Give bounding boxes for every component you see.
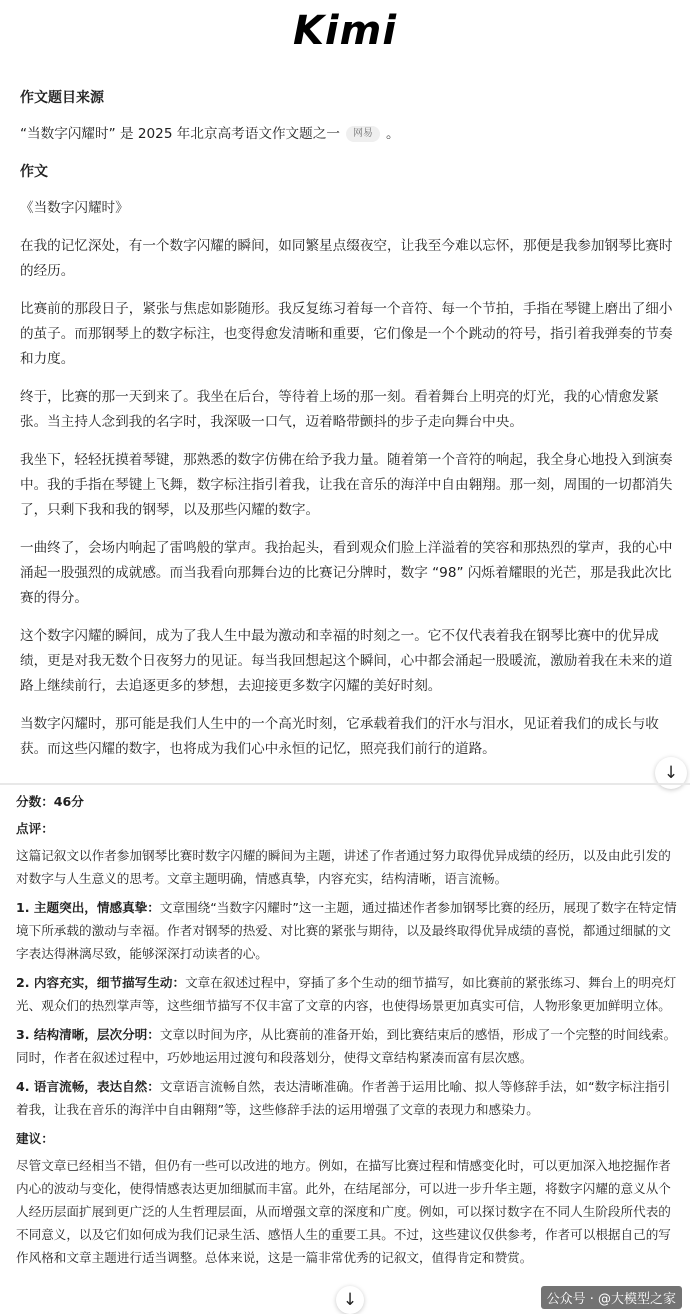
essay-paragraph: 这个数字闪耀的瞬间，成为了我人生中最为激动和幸福的时刻之一。它不仅代表着我在钢琴比赛中的优异成绩，更是对我无数个日夜努力的见证。每当我回想起这个瞬间，心中都会涌起一股暖流，激励着我在未来的道路上继续前行，去追逐更多的梦想，去迎接更多数字闪耀的美好时刻。 (20, 628, 673, 694)
review-point-title: 1. 主题突出，情感真挚： (16, 900, 160, 915)
review-point-title: 2. 内容充实，细节描写生动： (16, 975, 186, 990)
essay-paragraph: 终于，比赛的那一天到来了。我坐在后台，等待着上场的那一刻。看着舞台上明亮的灯光，我的心情愈发紧张。当主持人念到我的名字时，我深吸一口气，迈着略带颤抖的步子走向舞台中央。 (20, 389, 659, 430)
review-point (16, 971, 682, 1017)
score-line: 分数：46分 (16, 794, 84, 809)
source-heading: 作文题目来源 (20, 90, 104, 106)
suggestion-heading: 建议： (16, 1131, 54, 1146)
review-point-title: 3. 结构清晰，层次分明： (16, 1027, 160, 1042)
arrow-down-icon: ↓ (342, 1290, 358, 1310)
review-point-title: 4. 语言流畅，表达自然： (16, 1079, 160, 1094)
review-point-text: 文章围绕“当数字闪耀时”这一主题，通过描述作者参加钢琴比赛的经历，展现了数字在特定情境下所承载的激动与幸福。作者对钢琴的热爱、对比赛的紧张与期待，以及最终取得优异成绩的喜悦，都通过细腻的文字表达得淋漓尽致，能够深深打动读者的心。 (16, 900, 677, 961)
essay-title: 《当数字闪耀时》 (20, 200, 129, 216)
review-point (16, 1075, 682, 1121)
review-message (16, 790, 682, 1275)
source-citation-badge[interactable]: 网易 (346, 126, 380, 142)
suggestion-text: 尽管文章已经相当不错，但仍有一些可以改进的地方。例如，在描写比赛过程和情感变化时，可以更加深入地挖掘作者内心的波动与变化，使得情感表达更加细腻而丰富。此外，在结尾部分，可以进一步升华主题，将数字闪耀的意义从个人经历层面扩展到更广泛的人生哲理层面，从而增强文章的深度和广度。例如，可以探讨数字在不同人生阶段所代表的不同意义，以及它们如何成为我们记录生活、感悟人生的重要工具。不过，这些建议仅供参考，作者可以根据自己的写作风格和文章主题进行适当调整。总体来说，这是一篇非常优秀的记叙文，值得肯定和赞赏。 (16, 1158, 671, 1265)
essay-paragraph: 比赛前的那段日子，紧张与焦虑如影随形。我反复练习着每一个音符、每一个节拍，手指在琴键上磨出了细小的茧子。而那钢琴上的数字标注，也变得愈发清晰和重要，它们像是一个个跳动的符号，指引着我弹奏的节奏和力度。 (20, 301, 673, 367)
response-message (20, 86, 674, 775)
source-text: “当数字闪耀时” 是 2025 年北京高考语文作文题之一 (20, 126, 340, 142)
review-point-text: 文章以时间为序，从比赛前的准备开始，到比赛结束后的感悟，形成了一个完整的时间线索。同时，作者在叙述过程中，巧妙地运用过渡句和段落划分，使得文章结构紧凑而富有层次感。 (16, 1027, 677, 1065)
comment-heading: 点评： (16, 821, 54, 836)
scroll-down-button-bottom[interactable] (336, 1286, 364, 1314)
essay-paragraph: 一曲终了，会场内响起了雷鸣般的掌声。我抬起头，看到观众们脸上洋溢着的笑容和那热烈的掌声，我的心中涌起一股强烈的成就感。而当我看向那舞台边的比赛记分牌时，数字 “98” 闪烁着耀眼的光芒，那是我此次比赛的得分。 (20, 540, 673, 606)
review-point-text: 文章在叙述过程中，穿插了多个生动的细节描写，如比赛前的紧张练习、舞台上的明亮灯光、观众们的热烈掌声等，这些细节描写不仅丰富了文章的内容，也使得场景更加真实可信，人物形象更加鲜明立体。 (16, 975, 677, 1013)
watermark: 公众号 · @大模型之家 (541, 1286, 682, 1309)
essay-paragraph: 我坐下，轻轻抚摸着琴键，那熟悉的数字仿佛在给予我力量。随着第一个音符的响起，我全身心地投入到演奏中。我的手指在琴键上飞舞，数字标注指引着我，让我在音乐的海洋中自由翱翔。那一刻，周围的一切都消失了，只剩下我和我的钢琴，以及那些闪耀的数字。 (20, 452, 673, 518)
essay-heading: 作文 (20, 164, 48, 180)
source-end: 。 (385, 126, 400, 142)
kimi-logo: Kimi (292, 8, 398, 54)
comment-intro: 这篇记叙文以作者参加钢琴比赛时数字闪耀的瞬间为主题，讲述了作者通过努力取得优异成绩的经历，以及由此引发的对数字与人生意义的思考。文章主题明确，情感真挚，内容充实，结构清晰，语言流畅。 (16, 848, 671, 886)
essay-paragraph: 在我的记忆深处，有一个数字闪耀的瞬间，如同繁星点缀夜空，让我至今难以忘怀，那便是我参加钢琴比赛时的经历。 (20, 238, 673, 279)
essay-paragraph: 当数字闪耀时，那可能是我们人生中的一个高光时刻，它承载着我们的汗水与泪水，见证着我们的成长与收获。而这些闪耀的数字，也将成为我们心中永恒的记忆，照亮我们前行的道路。 (20, 716, 659, 757)
review-point (16, 896, 682, 965)
source-line (20, 122, 674, 147)
review-point (16, 1023, 682, 1069)
screenshot-divider (0, 783, 690, 785)
arrow-down-icon: ↓ (663, 763, 679, 783)
review-point-text: 文章语言流畅自然，表达清晰准确。作者善于运用比喻、拟人等修辞手法，如“数字标注指引着我，让我在音乐的海洋中自由翱翔”等，这些修辞手法的运用增强了文章的表现力和感染力。 (16, 1079, 671, 1117)
